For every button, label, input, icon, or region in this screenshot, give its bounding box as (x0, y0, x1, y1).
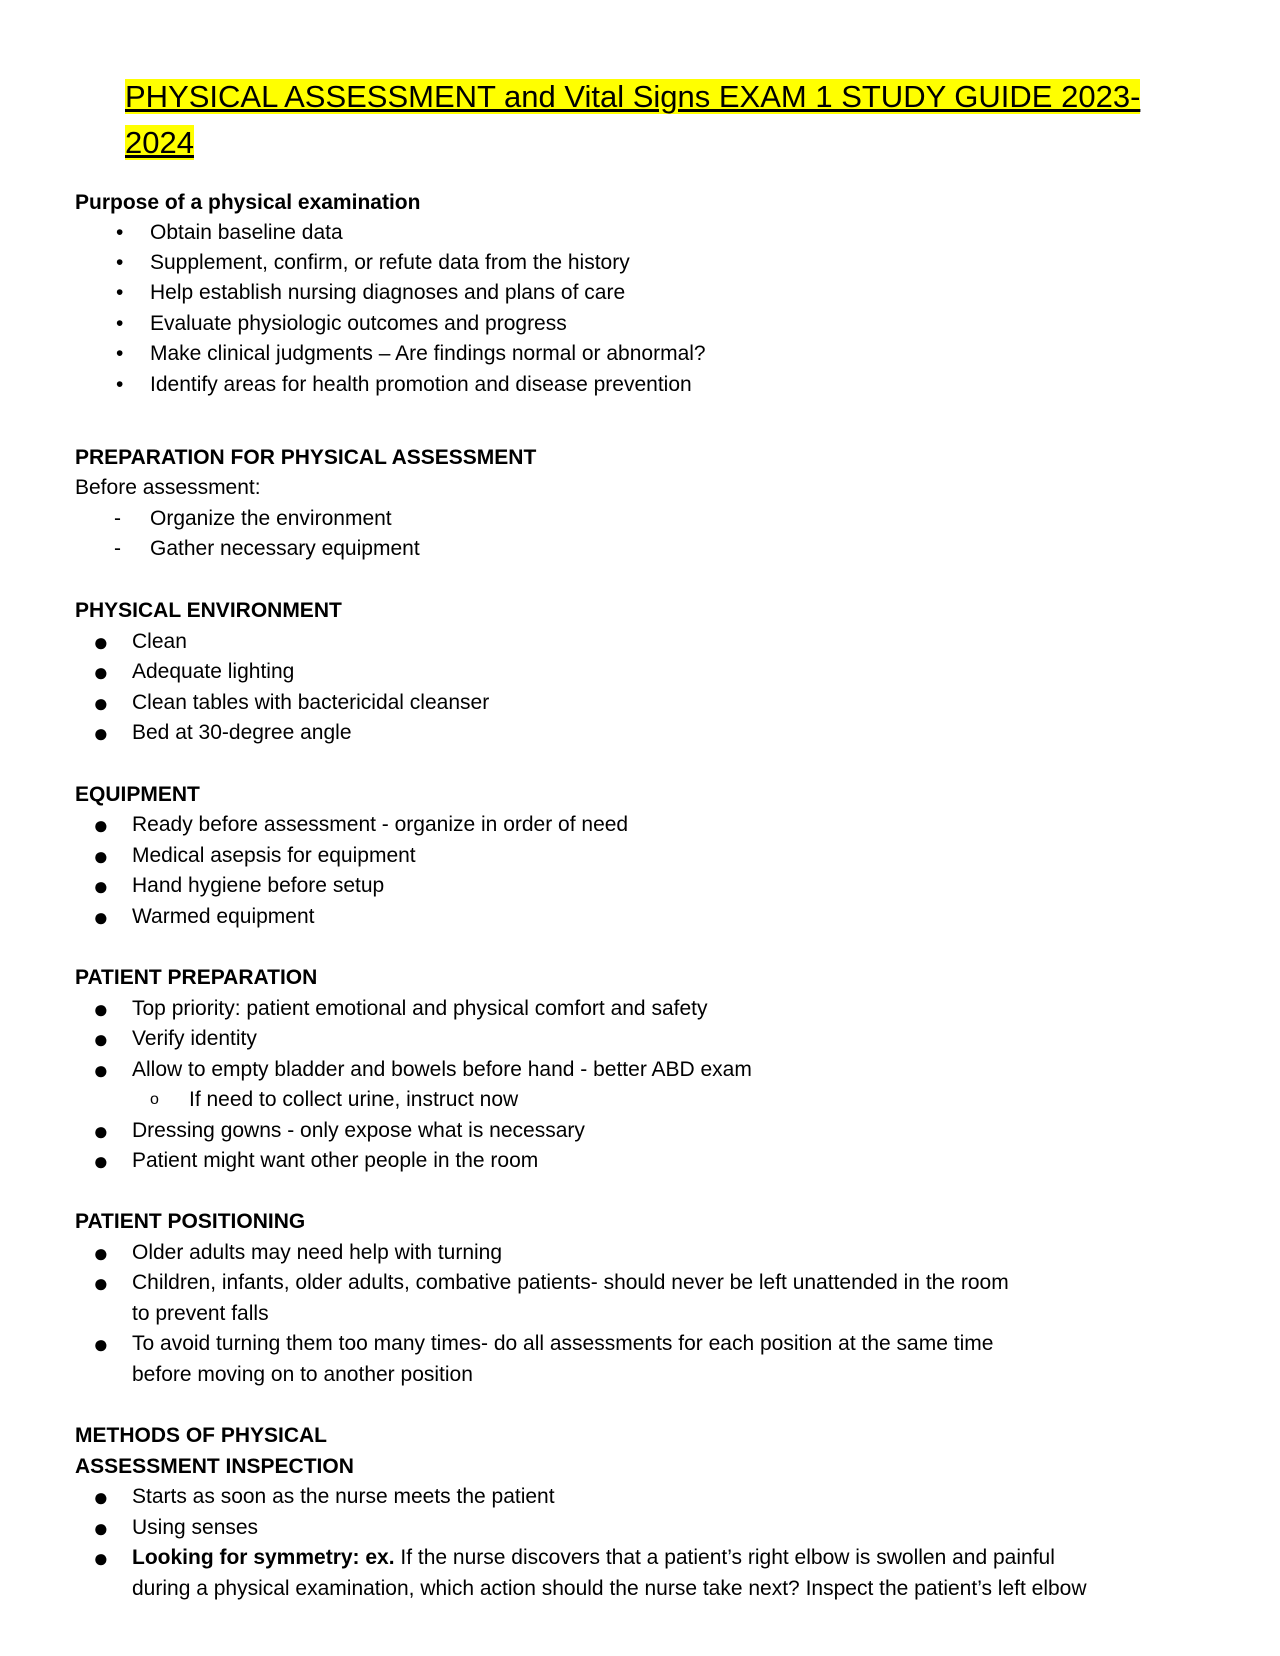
symmetry-bold-label: Looking for symmetry: ex. (132, 1546, 395, 1569)
bullet-icon: ● (93, 810, 109, 840)
list-item-continuation: before moving on to another position (132, 1363, 473, 1386)
list-item: Starts as soon as the nurse meets the patient (132, 1485, 555, 1508)
section-heading-patient-preparation: PATIENT PREPARATION (75, 966, 318, 989)
circle-bullet-icon: o (150, 1091, 159, 1108)
list-item: Hand hygiene before setup (132, 874, 385, 897)
section-heading-methods: METHODS OF PHYSICAL (75, 1424, 328, 1447)
bullet-icon: ● (93, 871, 109, 901)
bullet-icon: ● (93, 994, 109, 1024)
section-heading-equipment: EQUIPMENT (75, 783, 200, 806)
bullet-icon: ● (93, 1482, 109, 1512)
bullet-icon: ● (93, 688, 109, 718)
bullet-icon: ● (93, 1238, 109, 1268)
bullet-icon: ● (93, 841, 109, 871)
list-item: Patient might want other people in the room (132, 1149, 539, 1172)
bullet-icon: • (116, 312, 124, 335)
bullet-icon: ● (93, 1268, 109, 1298)
list-item-continuation: to prevent falls (132, 1302, 269, 1325)
symmetry-text: If the nurse discovers that a patient’s right elbow is swollen and painful (394, 1546, 1055, 1569)
list-item: Help establish nursing diagnoses and plans of care (150, 281, 626, 304)
section-heading-inspection: ASSESSMENT INSPECTION (75, 1455, 354, 1478)
list-item: Obtain baseline data (150, 221, 343, 244)
bullet-icon: ● (93, 1543, 109, 1573)
list-item-continuation: during a physical examination, which action should the nurse take next? Inspect the patient’s left elbow (132, 1577, 1087, 1600)
list-item (132, 1543, 1055, 1573)
section-heading-environment: PHYSICAL ENVIRONMENT (75, 599, 342, 622)
bullet-icon: ● (93, 902, 109, 932)
bullet-icon: • (116, 221, 124, 244)
list-item: Dressing gowns - only expose what is necessary (132, 1119, 585, 1142)
list-item: Make clinical judgments – Are findings normal or abnormal? (150, 342, 706, 365)
list-item: Warmed equipment (132, 905, 315, 928)
bullet-icon: • (116, 342, 124, 365)
list-item: Supplement, confirm, or refute data from the history (150, 251, 630, 274)
section-heading-preparation: PREPARATION FOR PHYSICAL ASSESSMENT (75, 446, 537, 469)
list-item: Identify areas for health promotion and disease prevention (150, 373, 692, 396)
bullet-icon: • (116, 281, 124, 304)
list-item: To avoid turning them too many times- do all assessments for each position at the same time (132, 1332, 994, 1355)
list-item: Clean (132, 630, 187, 653)
list-item: Using senses (132, 1516, 259, 1539)
list-subitem: If need to collect urine, instruct now (189, 1088, 519, 1111)
bullet-icon: ● (93, 718, 109, 748)
list-item: Adequate lighting (132, 660, 295, 683)
section-heading-positioning: PATIENT POSITIONING (75, 1210, 306, 1233)
bullet-icon: ● (93, 1055, 109, 1085)
section-heading-purpose: Purpose of a physical examination (75, 191, 421, 214)
bullet-icon: ● (93, 1329, 109, 1359)
list-item: Evaluate physiologic outcomes and progress (150, 312, 567, 335)
list-item: Gather necessary equipment (150, 537, 420, 560)
list-item: Children, infants, older adults, combative patients- should never be left unattended in the room (132, 1271, 1009, 1294)
dash-bullet-icon: - (114, 507, 121, 530)
list-item: Bed at 30-degree angle (132, 721, 352, 744)
document-title: PHYSICAL ASSESSMENT and Vital Signs EXAM 1 STUDY GUIDE 2023-2024 (125, 79, 1141, 160)
bullet-icon: ● (93, 1513, 109, 1543)
bullet-icon: ● (93, 1116, 109, 1146)
list-item: Older adults may need help with turning (132, 1241, 503, 1264)
list-item: Allow to empty bladder and bowels before hand - better ABD exam (132, 1058, 752, 1081)
bullet-icon: • (116, 251, 124, 274)
bullet-icon: • (116, 373, 124, 396)
list-item: Ready before assessment - organize in order of need (132, 813, 629, 836)
list-item: Top priority: patient emotional and physical comfort and safety (132, 997, 708, 1020)
dash-bullet-icon: - (114, 537, 121, 560)
bullet-icon: ● (93, 657, 109, 687)
bullet-icon: ● (93, 627, 109, 657)
bullet-icon: ● (93, 1146, 109, 1176)
bullet-icon: ● (93, 1024, 109, 1054)
list-item: Clean tables with bactericidal cleanser (132, 691, 490, 714)
paragraph-text: Before assessment: (75, 476, 261, 499)
list-item: Medical asepsis for equipment (132, 844, 416, 867)
list-item: Verify identity (132, 1027, 257, 1050)
list-item: Organize the environment (150, 507, 392, 530)
